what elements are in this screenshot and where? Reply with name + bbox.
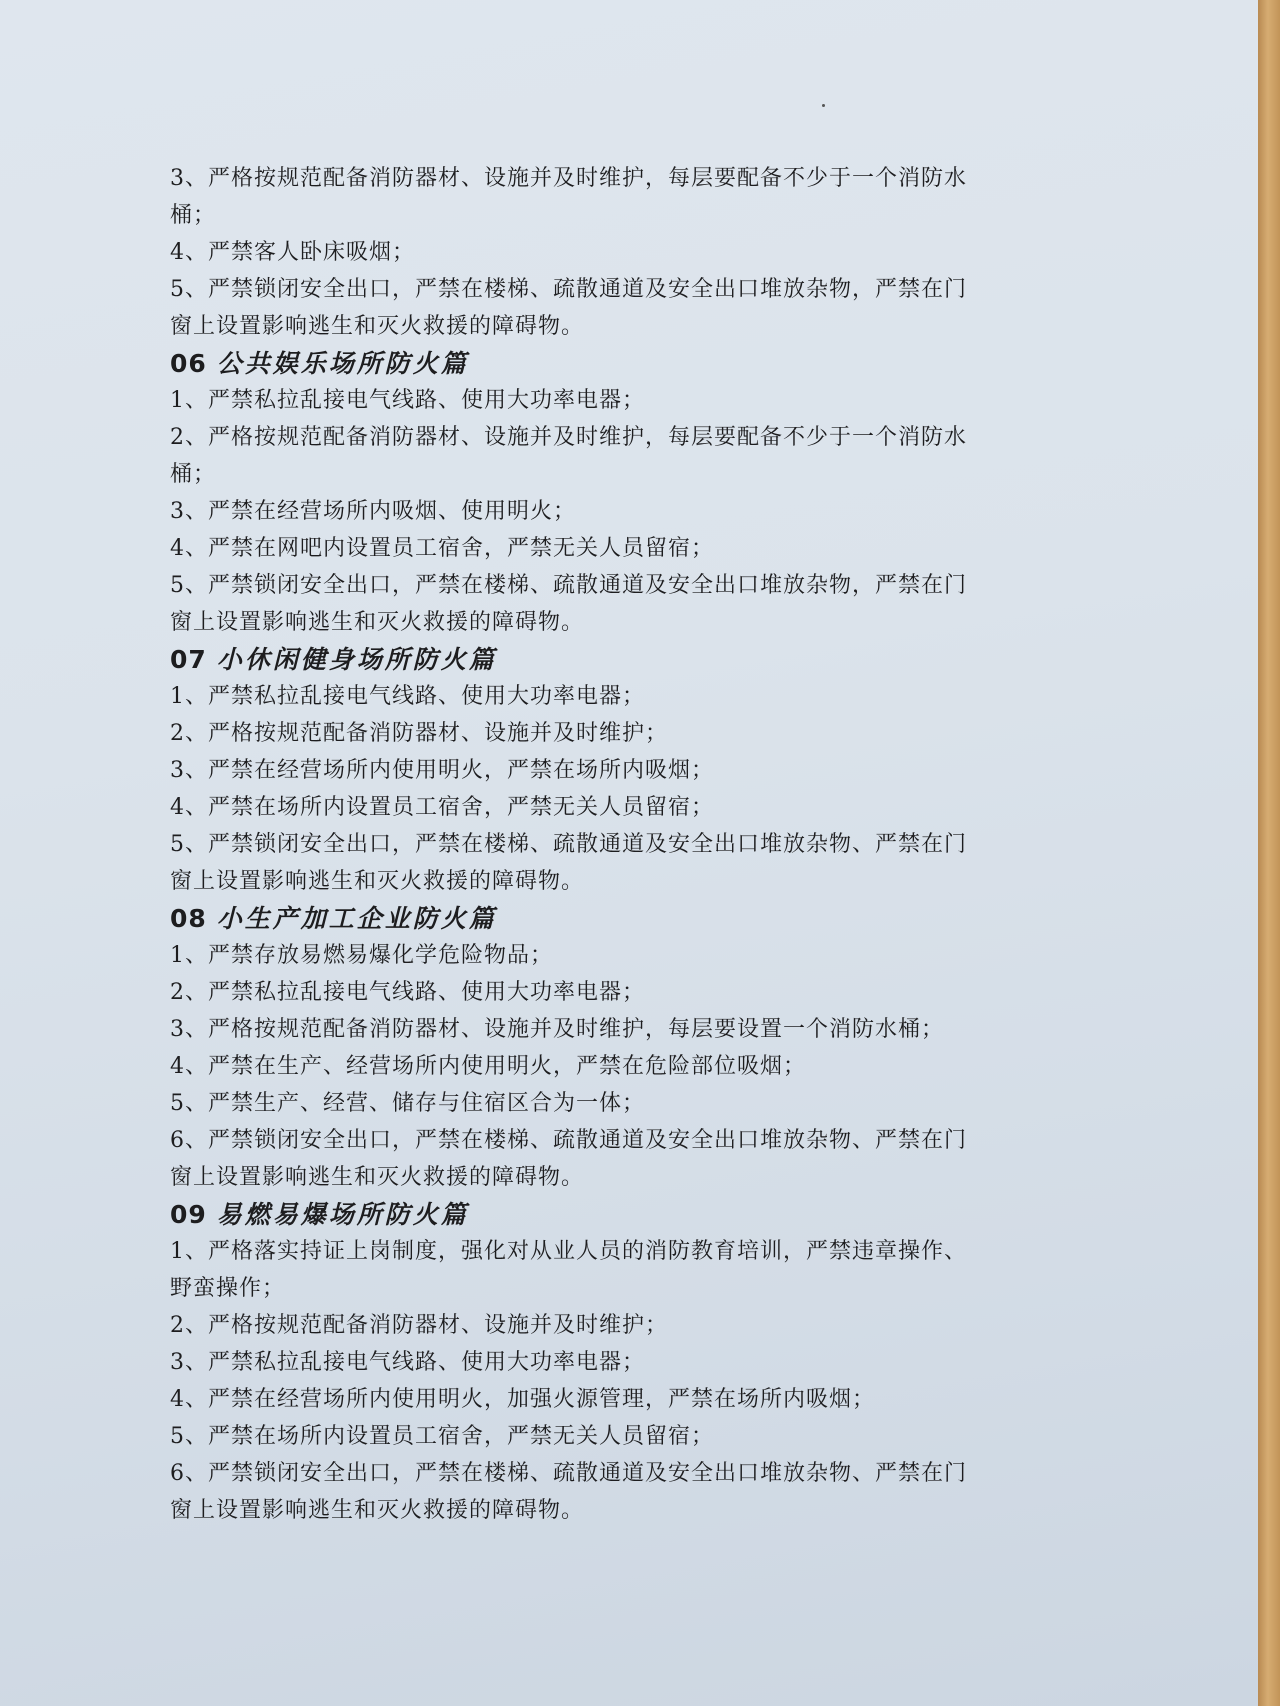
table-surface [1258,0,1280,1706]
section-title: 易燃易爆场所防火篇 [216,1200,469,1229]
section-title: 小生产加工企业防火篇 [216,904,497,933]
text-line: 4、严禁在场所内设置员工宿舍，严禁无关人员留宿； [170,795,714,820]
text-line: 3、严格按规范配备消防器材、设施并及时维护，每层要配备不少于一个消防水 [170,166,967,191]
document-body [170,160,1170,1529]
text-line: 3、严禁私拉乱接电气线路、使用大功率电器； [170,1350,645,1375]
section-title: 小休闲健身场所防火篇 [216,645,497,674]
section-number: 07 [170,645,207,674]
text-line: 6、严禁锁闭安全出口，严禁在楼梯、疏散通道及安全出口堆放杂物、严禁在门 [170,1461,967,1486]
section-heading [170,641,1170,678]
text-line: 4、严禁在生产、经营场所内使用明火，严禁在危险部位吸烟； [170,1054,806,1079]
text-line: 窗上设置影响逃生和灭火救援的障碍物。 [170,610,585,635]
text-line: 1、严禁存放易燃易爆化学危险物品； [170,943,553,968]
text-line: 5、严禁锁闭安全出口，严禁在楼梯、疏散通道及安全出口堆放杂物，严禁在门 [170,277,967,302]
text-line: 3、严禁在经营场所内使用明火，严禁在场所内吸烟； [170,758,714,783]
text-line: 桶； [170,462,217,487]
text-line: 2、严格按规范配备消防器材、设施并及时维护； [170,721,668,746]
text-line: 桶； [170,203,217,228]
section-number: 08 [170,904,207,933]
text-line: 3、严格按规范配备消防器材、设施并及时维护，每层要设置一个消防水桶； [170,1017,944,1042]
section-heading [170,900,1170,937]
text-line: 1、严禁私拉乱接电气线路、使用大功率电器； [170,388,645,413]
section-number: 06 [170,349,207,378]
text-line: 2、严格按规范配备消防器材、设施并及时维护，每层要配备不少于一个消防水 [170,425,967,450]
text-line: 3、严禁在经营场所内吸烟、使用明火； [170,499,576,524]
text-line: 2、严禁私拉乱接电气线路、使用大功率电器； [170,980,645,1005]
text-line: 5、严禁在场所内设置员工宿舍，严禁无关人员留宿； [170,1424,714,1449]
ink-dot [822,104,825,107]
text-line: 2、严格按规范配备消防器材、设施并及时维护； [170,1313,668,1338]
text-line: 4、严禁在经营场所内使用明火，加强火源管理，严禁在场所内吸烟； [170,1387,875,1412]
section-heading [170,1196,1170,1233]
section-number: 09 [170,1200,207,1229]
text-line: 4、严禁客人卧床吸烟； [170,240,415,265]
text-line: 窗上设置影响逃生和灭火救援的障碍物。 [170,1165,585,1190]
text-line: 4、严禁在网吧内设置员工宿舍，严禁无关人员留宿； [170,536,714,561]
text-line: 6、严禁锁闭安全出口，严禁在楼梯、疏散通道及安全出口堆放杂物、严禁在门 [170,1128,967,1153]
text-line: 野蛮操作； [170,1276,286,1301]
text-line: 1、严禁私拉乱接电气线路、使用大功率电器； [170,684,645,709]
text-line: 5、严禁锁闭安全出口，严禁在楼梯、疏散通道及安全出口堆放杂物、严禁在门 [170,832,967,857]
text-line: 5、严禁生产、经营、储存与住宿区合为一体； [170,1091,645,1116]
text-line: 窗上设置影响逃生和灭火救援的障碍物。 [170,869,585,894]
section-heading [170,345,1170,382]
text-line: 1、严格落实持证上岗制度，强化对从业人员的消防教育培训，严禁违章操作、 [170,1239,967,1264]
section-title: 公共娱乐场所防火篇 [216,349,469,378]
text-line: 窗上设置影响逃生和灭火救援的障碍物。 [170,314,585,339]
text-line: 窗上设置影响逃生和灭火救援的障碍物。 [170,1498,585,1523]
text-line: 5、严禁锁闭安全出口，严禁在楼梯、疏散通道及安全出口堆放杂物，严禁在门 [170,573,967,598]
